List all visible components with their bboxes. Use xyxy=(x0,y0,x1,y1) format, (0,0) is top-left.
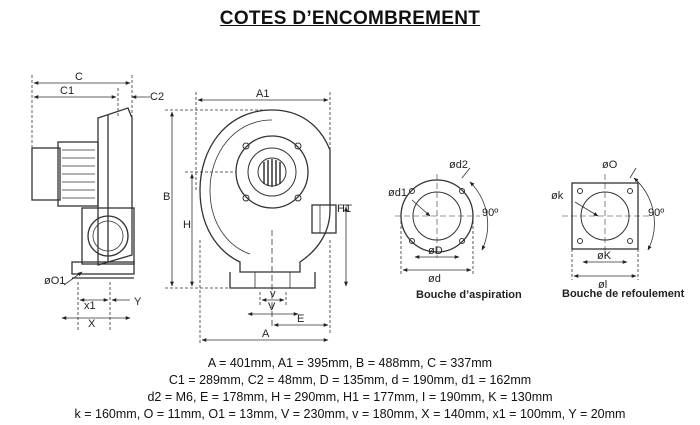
dim-x1: x1 xyxy=(84,300,96,312)
motor-end-cap xyxy=(32,148,60,200)
dim-d2: ød2 xyxy=(449,159,468,171)
spec-line: C1 = 289mm, C2 = 48mm, D = 135mm, d = 190mm, d1 = 162mm xyxy=(168,373,532,387)
dim-H: H xyxy=(183,219,191,231)
inlet-flange-view xyxy=(395,168,488,275)
dim-v: v xyxy=(270,288,276,300)
dim-Y: Y xyxy=(134,296,142,308)
dim-C1: C1 xyxy=(60,85,75,97)
dim-O1: øO1 xyxy=(44,275,66,287)
dim-V: V xyxy=(268,301,276,313)
dim-A: A xyxy=(262,328,270,340)
specification-block xyxy=(0,355,700,423)
angle-outlet: 90º xyxy=(648,207,665,219)
dim-d1: ød1 xyxy=(388,187,407,199)
dim-K: øK xyxy=(597,250,612,262)
dim-C2: C2 xyxy=(150,91,165,103)
dim-d: ød xyxy=(428,273,441,285)
dim-E: E xyxy=(297,313,305,325)
dim-H1: H1 xyxy=(337,203,352,215)
dim-k: øk xyxy=(551,190,564,202)
page-title: COTES D’ENCOMBREMENT xyxy=(219,8,481,29)
volute-housing xyxy=(200,110,330,272)
front-view xyxy=(200,110,336,288)
dim-l: øl xyxy=(598,279,608,291)
dim-A1: A1 xyxy=(256,88,270,100)
spec-line: A = 401mm, A1 = 395mm, B = 488mm, C = 337mm xyxy=(207,356,493,370)
inlet-caption: Bouche d’aspiration xyxy=(416,289,522,301)
dim-O: øO xyxy=(602,159,618,171)
dim-D: øD xyxy=(428,245,443,257)
side-view xyxy=(32,108,134,278)
outlet-flange-view xyxy=(562,168,654,280)
front-base xyxy=(230,272,315,288)
angle-inlet: 90º xyxy=(482,207,499,219)
outlet-duct xyxy=(312,205,336,233)
outlet-caption: Bouche de refoulement xyxy=(562,288,685,300)
dim-C: C xyxy=(75,71,83,83)
spec-line: d2 = M6, E = 178mm, H = 290mm, H1 = 177mm, I = 190mm, K = 130mm xyxy=(147,390,553,404)
spec-line: k = 160mm, O = 11mm, O1 = 13mm, V = 230mm, v = 180mm, X = 140mm, x1 = 100mm, Y = 20mm xyxy=(74,407,626,421)
dim-B: B xyxy=(163,191,171,203)
dim-X: X xyxy=(88,318,96,330)
